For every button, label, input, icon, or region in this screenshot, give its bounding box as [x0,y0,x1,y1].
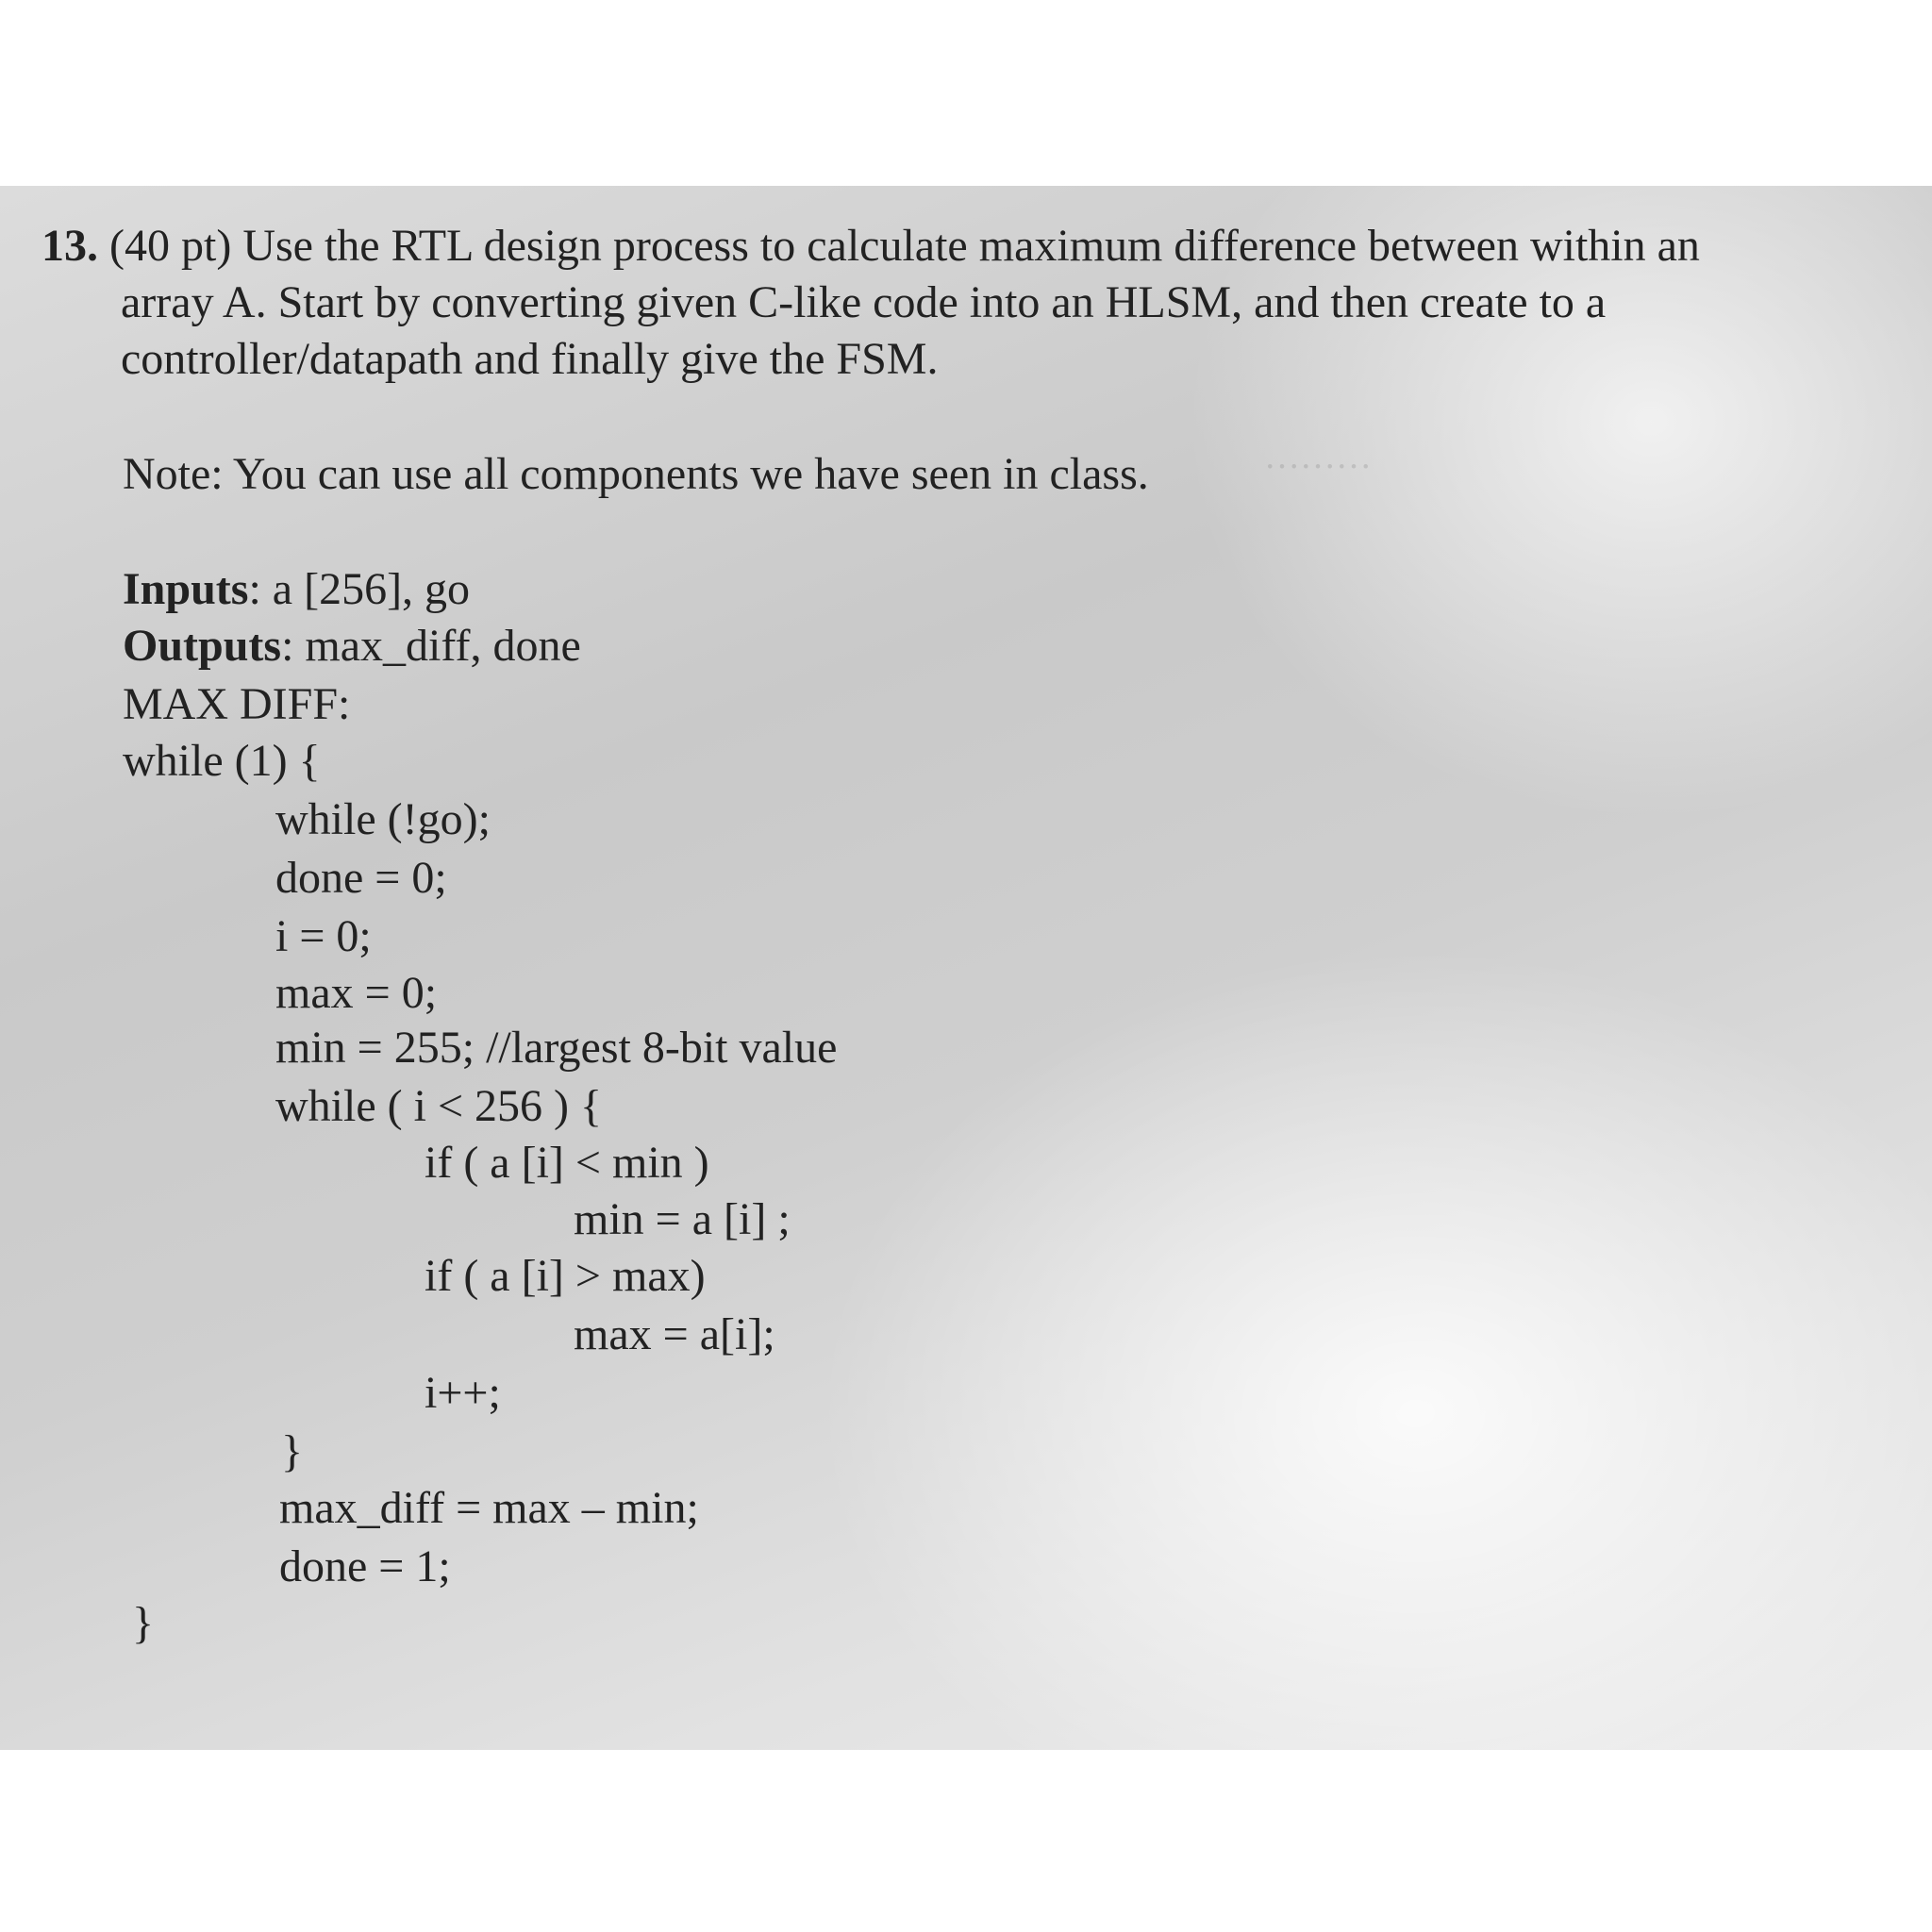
code-line: min = a [i] ; [574,1194,791,1244]
note-text: Note: You can use all components we have seen in class. [123,449,1149,499]
question-text-3: controller/datapath and finally give the FSM. [121,334,939,384]
code-line: } [281,1426,304,1476]
code-line: i = 0; [275,911,372,961]
question-text-2: array A. Start by converting given C-like code into an HLSM, and then create to a [121,277,1607,327]
code-line: max = a[i]; [574,1309,775,1359]
outputs-line [123,621,581,671]
question-line-1 [42,221,1700,271]
inputs-line [123,564,471,614]
code-line: done = 1; [279,1541,451,1591]
code-title: MAX DIFF: [123,679,351,729]
code-line: while (!go); [275,794,491,844]
inputs-value: : a [256], go [248,564,471,614]
code-line: while ( i < 256 ) { [275,1081,603,1131]
code-line: } [132,1598,155,1648]
outputs-label: Outputs [123,621,282,671]
code-line: while (1) { [123,736,321,786]
code-line: if ( a [i] < min ) [425,1138,709,1188]
code-line: max_diff = max – min; [279,1483,699,1533]
code-line: max = 0; [275,968,438,1018]
code-line: min = 255; //largest 8-bit value [275,1023,838,1073]
code-line: done = 0; [275,853,447,903]
inputs-label: Inputs [123,564,249,614]
code-line: i++; [425,1368,501,1418]
exam-page [0,186,1932,1750]
code-line: if ( a [i] > max) [425,1251,706,1301]
question-number: 13. [42,221,98,271]
question-points: (40 pt) [109,221,232,271]
question-text-1: Use the RTL design process to calculate maximum difference between within an [242,221,1700,271]
bleed-through-mark: ……… [1264,437,1372,476]
outputs-value: : max_diff, done [281,621,581,671]
